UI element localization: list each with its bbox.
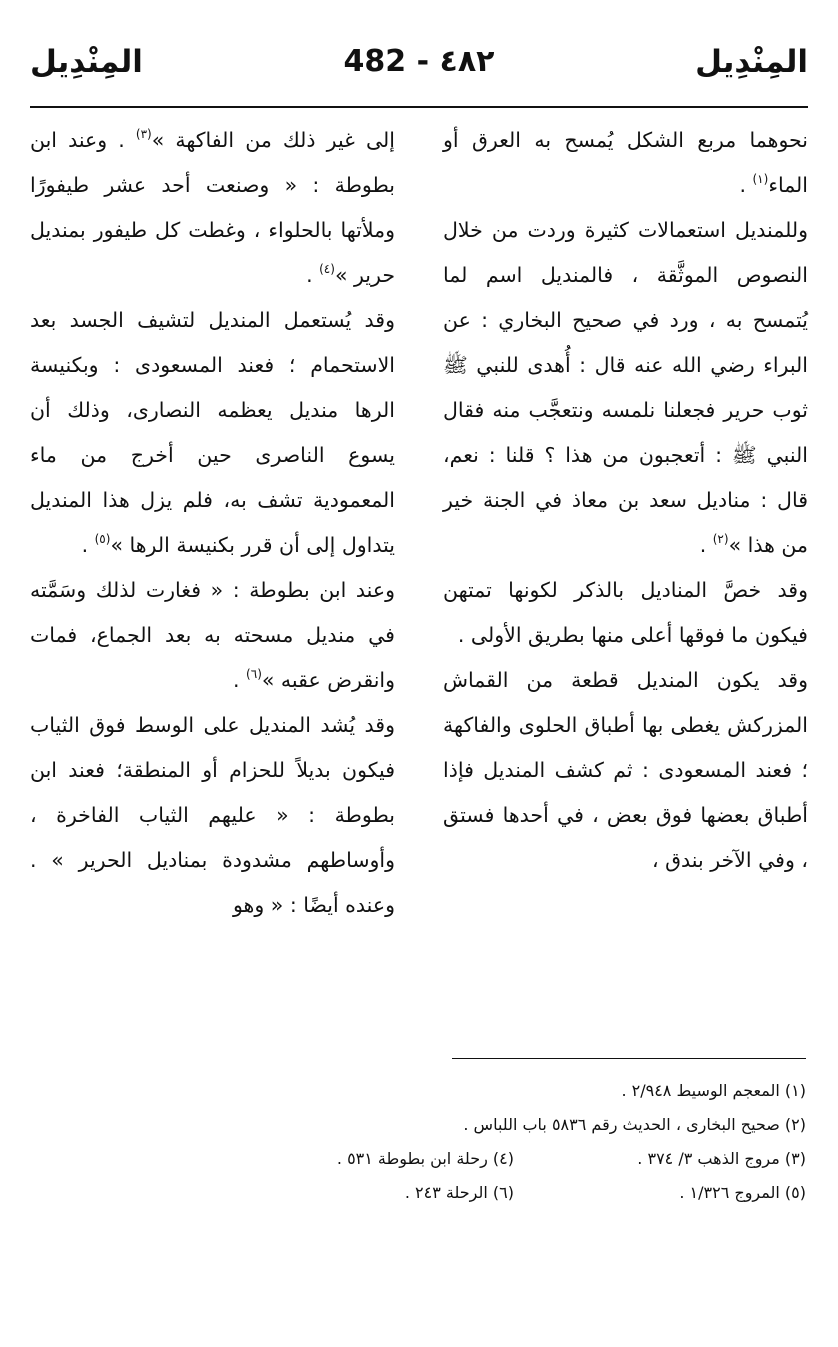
footnote-ref[interactable]: (٦) — [246, 667, 262, 681]
running-title-right: المِنْدِيل — [695, 44, 808, 80]
footnote-3: (٣) مروج الذهب ٣/ ٣٧٤ . — [637, 1149, 806, 1168]
page-number: 482 - ٤٨٢ — [343, 44, 495, 79]
right-column — [443, 118, 808, 883]
footnote-5: (٥) المروج ١/٣٢٦ . — [679, 1183, 806, 1202]
footnote-ref[interactable]: (٤) — [319, 262, 335, 276]
footnote-rule — [452, 1058, 806, 1059]
footnote-ref[interactable]: (٢) — [712, 532, 729, 546]
footnote-2: (٢) صحيح البخارى ، الحديث رقم ٥٨٣٦ باب اللباس . — [463, 1115, 806, 1134]
left-column — [30, 118, 395, 928]
paragraph: وقد خصَّ المناديل بالذكر لكونها تمتهن فيكون ما فوقها أعلى منها بطريق الأولى . — [443, 578, 808, 647]
footnote-row — [32, 1142, 806, 1176]
paragraph: وقد يُستعمل المنديل لتشيف الجسد بعد الاستحمام ؛ فعند المسعودى : وبكنيسة الرها منديل يعظمه النصارى، وذلك أن يسوع الناصرى حين أخرج من ماء المعمودية تشف به، فلم يزل هذا المنديل يتداول إلى أن قرر بكنيسة الرها »$^{(٥)}$ . — [30, 308, 395, 557]
footnotes — [32, 1074, 806, 1210]
footnote-ref[interactable]: (١) — [752, 172, 769, 186]
page-header — [30, 44, 808, 100]
paragraph: وعند ابن بطوطة : « فغارت لذلك وسَمَّته في منديل مسحته به بعد الجماع، فمات وانقرض عقبه »$^{(٦)}$ . — [30, 578, 395, 692]
running-title-left: المِنْدِيل — [30, 44, 143, 80]
paragraph: نحوهما مربع الشكل يُمسح به العرق أو الماء$^{(١)}$ . — [443, 128, 808, 197]
footnote-ref[interactable]: (٥) — [94, 532, 111, 546]
footnote-1: (١) المعجم الوسيط ٢/٩٤٨ . — [621, 1081, 806, 1100]
paragraph: وقد يكون المنديل قطعة من القماش المزركش يغطى بها أطباق الحلوى والفاكهة ؛ فعند المسعودى : ثم كشف المنديل فإذا أطباق بعضها فوق بعض ، في أحدها فستق ، وفي الآخر بندق ، — [443, 668, 808, 872]
footnote-row — [32, 1176, 806, 1210]
header-rule — [30, 106, 808, 108]
footnote-6: (٦) الرحلة ٢٤٣ . — [404, 1183, 514, 1202]
paragraph: إلى غير ذلك من الفاكهة »$^{(٣)}$ . وعند ابن بطوطة : « وصنعت أحد عشر طيفورًا وملأتها بالحلواء ، وغطت كل طيفور بمنديل حرير »$^{(٤)}$ . — [30, 127, 395, 287]
paragraph: وللمنديل استعمالات كثيرة وردت من خلال النصوص الموثَّقة ، فالمنديل اسم لما يُتمسح به ، ورد في صحيح البخاري : عن البراء رضي الله عنه قال : أُهدى للنبي ﷺ ثوب حرير فجعلنا نلمسه ونتعجَّب منه فقال النبي ﷺ : أتعجبون من هذا ؟ قلنا : نعم، قال : مناديل سعد بن معاذ في الجنة خير من هذا »$^{(٢)}$ . — [443, 218, 808, 557]
paragraph: وقد يُشد المنديل على الوسط فوق الثياب فيكون بديلاً للحزام أو المنطقة؛ فعند ابن بطوطة : « عليهم الثياب الفاخرة ، وأوساطهم مشدودة بمناديل الحرير » . وعنده أيضًا : « وهو — [30, 713, 395, 917]
footnote-ref[interactable]: (٣) — [135, 127, 152, 141]
footnote-4: (٤) رحلة ابن بطوطة ٥٣١ . — [336, 1149, 514, 1168]
